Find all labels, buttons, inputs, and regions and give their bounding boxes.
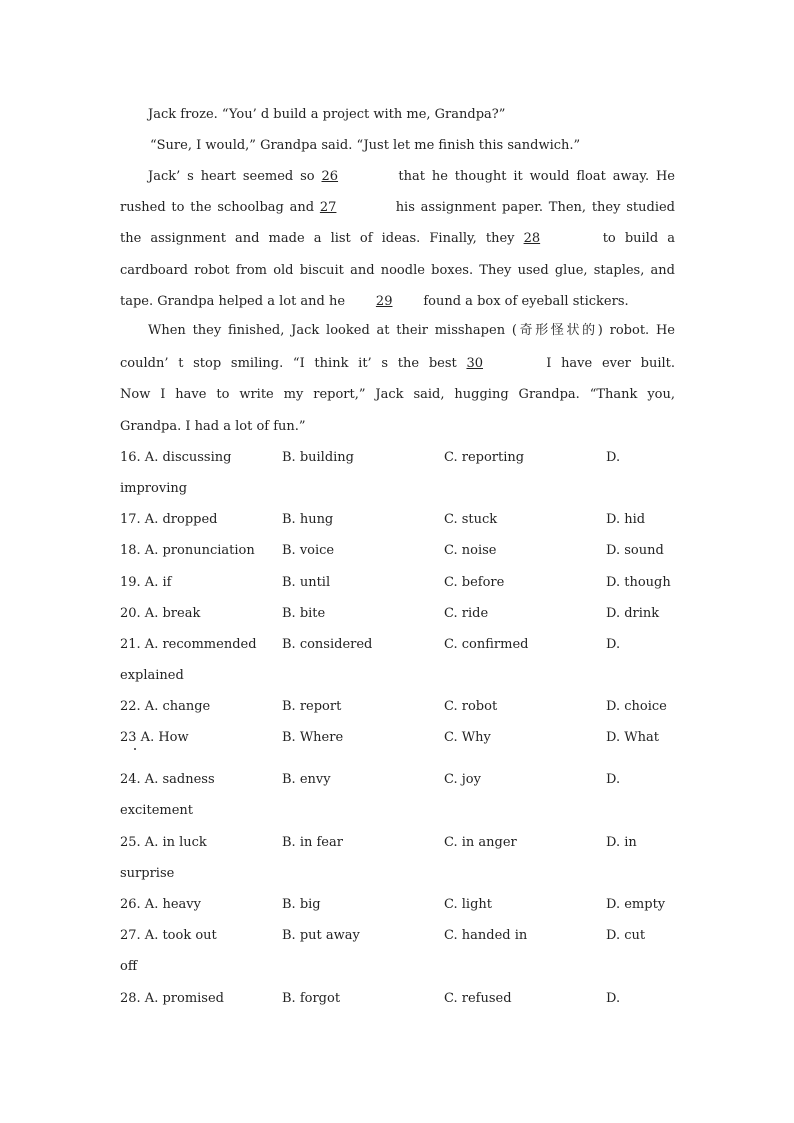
option-c: C. light [444, 897, 492, 912]
option-d: D. [606, 637, 621, 652]
option-b: B. bite [282, 606, 326, 621]
option-b: B. envy [282, 772, 331, 787]
question-17 [120, 512, 680, 528]
option-a: 20. A. break [120, 606, 201, 621]
blank-26: 26 [321, 169, 339, 184]
option-a: 25. A. in luck [120, 835, 207, 850]
question-16 [120, 450, 680, 466]
option-d: D. [606, 772, 621, 787]
option-b: B. hung [282, 512, 334, 527]
blank-28: 28 [523, 231, 541, 246]
blank-27: 27 [319, 200, 337, 215]
passage-text: rushed to the schoolbag and [120, 200, 315, 215]
option-b: B. big [282, 897, 321, 912]
option-b: B. forgot [282, 991, 341, 1006]
blank-29: 29 [375, 294, 393, 309]
passage-line [148, 169, 675, 185]
option-d: D. drink [606, 606, 660, 621]
blank-30: 30 [466, 356, 484, 371]
option-d: D. though [606, 575, 671, 590]
option-c: C. before [444, 575, 505, 590]
option-c: C. joy [444, 772, 481, 787]
passage-text: his assignment paper. Then, they studied [395, 200, 676, 215]
stray-dot [134, 748, 136, 750]
option-c: C. stuck [444, 512, 498, 527]
option-c: C. in anger [444, 835, 517, 850]
passage-line [120, 200, 675, 216]
option-d: D. in [606, 835, 637, 850]
question-23 [120, 730, 680, 746]
option-c: C. refused [444, 991, 512, 1006]
option-d: D. [606, 991, 621, 1006]
passage-text: I have ever built. [546, 356, 675, 371]
option-a: 23 A. How [120, 730, 189, 745]
passage-line [120, 294, 675, 310]
option-c: C. ride [444, 606, 489, 621]
option-wrap: explained [120, 668, 184, 683]
option-b: B. until [282, 575, 331, 590]
question-28 [120, 991, 680, 1007]
question-21 [120, 637, 680, 653]
option-b: B. voice [282, 543, 335, 558]
option-a: 27. A. took out [120, 928, 217, 943]
question-20 [120, 606, 680, 622]
option-wrap: improving [120, 481, 188, 496]
option-b: B. building [282, 450, 355, 465]
passage-text: tape. Grandpa helped a lot and he [120, 294, 346, 309]
option-d: D. hid [606, 512, 646, 527]
option-a: 17. A. dropped [120, 512, 218, 527]
passage-text: that he thought it would float away. He [398, 169, 675, 184]
question-27 [120, 928, 680, 944]
option-a: 18. A. pronunciation [120, 543, 255, 558]
option-c: C. Why [444, 730, 491, 745]
option-d: D. empty [606, 897, 666, 912]
option-b: B. put away [282, 928, 360, 943]
option-wrap: excitement [120, 803, 193, 818]
option-c: C. confirmed [444, 637, 529, 652]
passage-line: Jack froze. “You’ d build a project with me, Grandpa?” [148, 107, 506, 122]
passage-line [120, 231, 675, 247]
option-b: B. in fear [282, 835, 343, 850]
option-d: D. sound [606, 543, 664, 558]
option-a: 22. A. change [120, 699, 211, 714]
option-c: C. reporting [444, 450, 525, 465]
option-b: B. considered [282, 637, 373, 652]
passage-line: “Sure, I would,” Grandpa said. “Just let me finish this sandwich.” [150, 138, 581, 153]
question-18 [120, 543, 680, 559]
option-a: 16. A. discussing [120, 450, 232, 465]
option-d: D. [606, 450, 621, 465]
option-b: B. report [282, 699, 342, 714]
passage-text: Jack’ s heart seemed so [148, 169, 315, 184]
option-c: C. noise [444, 543, 497, 558]
option-d: D. What [606, 730, 659, 745]
option-d: D. cut [606, 928, 646, 943]
option-a: 28. A. promised [120, 991, 224, 1006]
option-wrap: off [120, 959, 138, 974]
question-22 [120, 699, 680, 715]
option-b: B. Where [282, 730, 344, 745]
passage-line: When they finished, Jack looked at their misshapen (奇形怪状的) robot. He [148, 323, 675, 338]
question-25 [120, 835, 680, 851]
passage-text: the assignment and made a list of ideas. Finally, they [120, 231, 515, 246]
option-d: D. choice [606, 699, 667, 714]
option-a: 24. A. sadness [120, 772, 215, 787]
option-a: 19. A. if [120, 575, 172, 590]
question-26 [120, 897, 680, 913]
passage-text: to build a [602, 231, 675, 246]
passage-text: couldn’ t stop smiling. “I think it’ s the best [120, 356, 457, 371]
option-a: 26. A. heavy [120, 897, 201, 912]
question-19 [120, 575, 680, 591]
passage-line: cardboard robot from old biscuit and noodle boxes. They used glue, staples, and [120, 263, 675, 278]
passage-text: found a box of eyeball stickers. [423, 294, 629, 309]
option-wrap: surprise [120, 866, 175, 881]
option-c: C. robot [444, 699, 498, 714]
question-24 [120, 772, 680, 788]
passage-line: Grandpa. I had a lot of fun.” [120, 419, 306, 434]
passage-line [120, 356, 675, 372]
option-c: C. handed in [444, 928, 528, 943]
option-a: 21. A. recommended [120, 637, 257, 652]
passage-line: Now I have to write my report,” Jack said, hugging Grandpa. “Thank you, [120, 387, 675, 402]
